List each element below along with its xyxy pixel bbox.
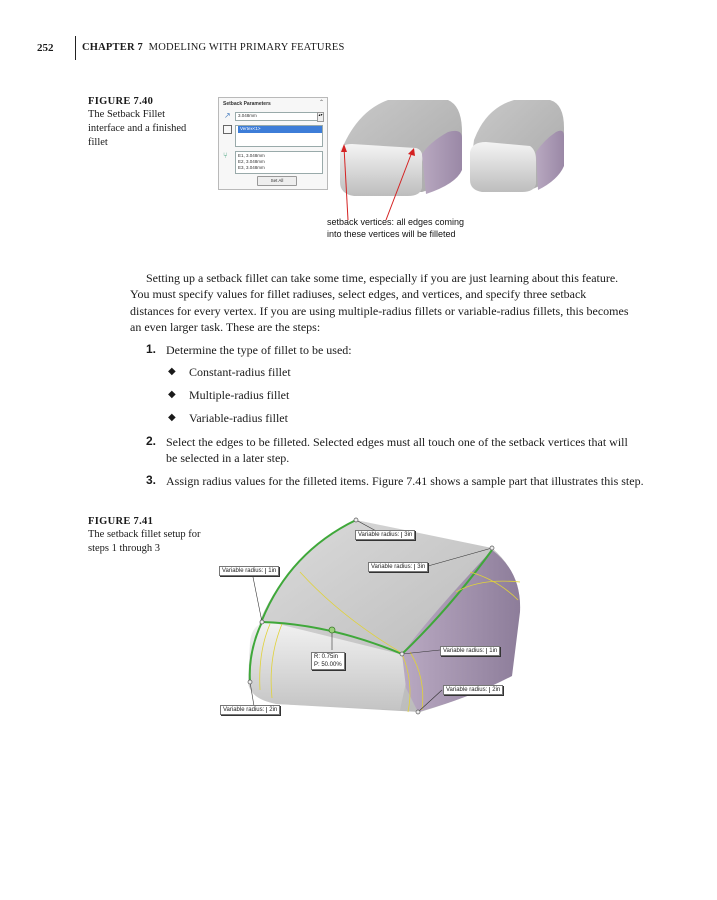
figure-41-caption-block [88, 516, 208, 556]
page-number: 252 [37, 42, 54, 54]
distance-spinner[interactable]: ▴▾ [317, 112, 324, 122]
setback-distance-list[interactable] [235, 151, 323, 174]
radius-position-box[interactable] [311, 652, 345, 670]
chapter-label: CHAPTER 7 [82, 42, 144, 53]
step-text: Assign radius values for the filleted items. Figure 7.41 shows a sample part that illustrates this step. [166, 474, 644, 488]
variable-radius-label[interactable]: Variable radius: 2in [220, 705, 280, 715]
diamond-bullet-icon: ◆ [168, 412, 176, 423]
figure-41-label: FIGURE 7.41 [88, 516, 154, 527]
body-paragraph: Setting up a setback fillet can take some time, especially if you are just learning about this feature. You must specify values for fillet radiuses, select edges, and vertices, and specify three setback distances for every vertex. If you are using multiple-radius fillets or variable-radius fillets, this becomes an even larger task. These are the steps: [130, 271, 629, 334]
finished-fillet-illustration [330, 92, 570, 222]
bullet-text: Multiple-radius fillet [189, 388, 290, 402]
set-all-button[interactable]: Set All [257, 176, 297, 186]
vertex-icon [223, 125, 232, 134]
fillet-part-right [470, 100, 564, 192]
vertex-list[interactable] [235, 125, 323, 147]
edge-item[interactable]: E1, 3.048mm [238, 153, 265, 158]
edge-item[interactable]: E3, 3.048mm [238, 165, 265, 170]
part-body [248, 520, 520, 712]
setback-vertices-callout: setback vertices: all edges coming into these vertices will be filleted [327, 217, 465, 239]
step-number: 3. [146, 473, 157, 487]
distance-field[interactable]: 3.048mm [235, 112, 319, 121]
step-text: Select the edges to be filleted. Selected edges must all touch one of the setback vertices that will be selected in a later step. [166, 435, 628, 465]
figure-40-caption: The Setback Fillet interface and a finished fillet [88, 109, 187, 148]
step-text: Determine the type of fillet to be used: [166, 343, 352, 357]
figure-41-caption: The setback fillet setup for steps 1 through 3 [88, 529, 201, 554]
running-header [82, 42, 345, 53]
position-readout: P: 50.00% [314, 662, 342, 668]
header-divider [75, 36, 76, 60]
variable-radius-label[interactable]: Variable radius: 1in [219, 566, 279, 576]
vertex-item[interactable]: Vertex<1> [238, 126, 322, 133]
edges-icon: ⑂ [223, 151, 228, 160]
setback-parameters-panel [218, 97, 328, 190]
radius-readout: R: 0.75in [314, 654, 339, 660]
figure-40-label: FIGURE 7.40 [88, 96, 154, 107]
diamond-bullet-icon: ◆ [168, 366, 176, 377]
variable-radius-label[interactable]: Variable radius: 1in [440, 646, 500, 656]
diamond-bullet-icon: ◆ [168, 389, 176, 400]
variable-radius-label[interactable]: Variable radius: 3in [355, 530, 415, 540]
distance-icon: ↗ [224, 111, 231, 120]
variable-radius-label[interactable]: Variable radius: 3in [368, 562, 428, 572]
collapse-icon[interactable]: ⌃ [318, 100, 324, 106]
bullet-text: Constant-radius fillet [189, 365, 291, 379]
bullet-text: Variable-radius fillet [189, 411, 288, 425]
figure-40-caption-block [88, 96, 188, 150]
chapter-title: MODELING WITH PRIMARY FEATURES [148, 42, 345, 53]
step-number: 2. [146, 434, 157, 448]
variable-radius-label[interactable]: Variable radius: 2in [443, 685, 503, 695]
panel-title: Setback Parameters [223, 101, 271, 107]
edge-item[interactable]: E2, 3.048mm [238, 159, 265, 164]
control-point-handle[interactable] [329, 627, 335, 633]
step-number: 1. [146, 342, 157, 356]
